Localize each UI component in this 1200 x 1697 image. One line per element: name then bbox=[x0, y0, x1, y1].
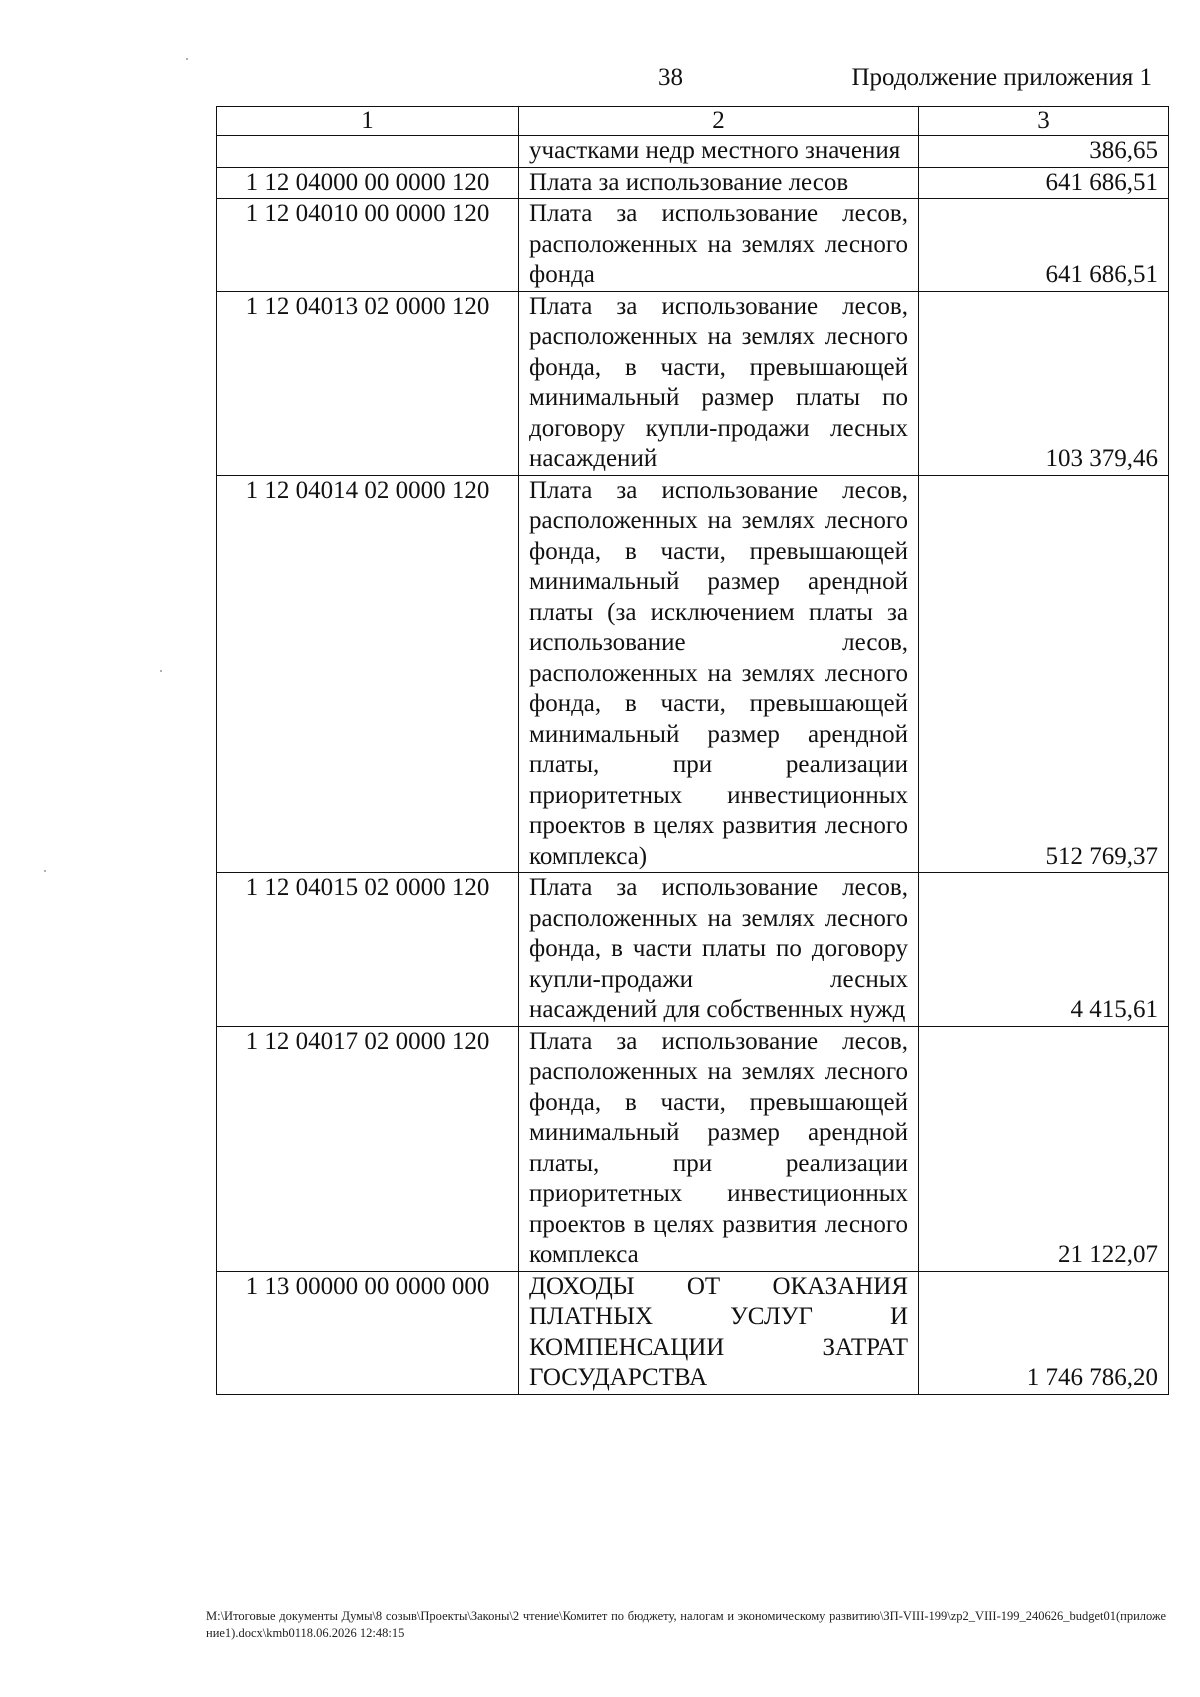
row-amount: 4 415,61 bbox=[919, 873, 1169, 1027]
row-description-text: Плата за использование лесов, расположенных на землях лесного фонда, в части платы по договору купли-продажи лесных насаждений для собственных нужд bbox=[529, 874, 908, 1023]
column-header-amount: 3 bbox=[919, 107, 1169, 136]
row-description-text: Плата за использование лесов, расположенных на землях лесного фонда, в части, превышающей минимальный размер арендной платы, при реализации приоритетных инвестиционных проектов в целях развития лесного комплекса bbox=[529, 1027, 908, 1268]
row-amount: 386,65 bbox=[919, 136, 1169, 168]
table-row bbox=[217, 873, 1169, 1027]
revenue-table-container bbox=[216, 106, 1168, 1395]
row-amount: 103 379,46 bbox=[919, 291, 1169, 475]
row-description-text: Плата за использование лесов bbox=[529, 168, 849, 196]
row-description bbox=[519, 1271, 919, 1394]
table-header-row bbox=[217, 107, 1169, 136]
row-code: 1 12 04017 02 0000 120 bbox=[217, 1026, 519, 1271]
row-description-text: Плата за использование лесов, расположенных на землях лесного фонда bbox=[529, 200, 908, 288]
row-description bbox=[519, 136, 919, 168]
row-description-text: Плата за использование лесов, расположенных на землях лесного фонда, в части, превышающей минимальный размер платы по договору купли-продажи лесных насаждений bbox=[529, 292, 908, 472]
footer-file-path: M:\Итоговые документы Думы\8 созыв\Проекты\Законы\2 чтение\Комитет по бюджету, налогам и экономическому развитию\ЗП-VIII-199\zp2_VIII-199_240626_budget01(приложение1).docx\kmb0118.06.2026 12:48:15 bbox=[206, 1609, 1166, 1640]
row-amount: 512 769,37 bbox=[919, 475, 1169, 873]
row-description bbox=[519, 1026, 919, 1271]
row-description bbox=[519, 873, 919, 1027]
revenue-table bbox=[216, 106, 1169, 1395]
row-code: 1 12 04015 02 0000 120 bbox=[217, 873, 519, 1027]
row-code: 1 12 04013 02 0000 120 bbox=[217, 291, 519, 475]
table-row bbox=[217, 475, 1169, 873]
table-row bbox=[217, 1026, 1169, 1271]
row-description bbox=[519, 199, 919, 292]
row-code bbox=[217, 136, 519, 168]
row-code: 1 12 04014 02 0000 120 bbox=[217, 475, 519, 873]
row-description-text: Плата за использование лесов, расположенных на землях лесного фонда, в части, превышающей минимальный размер арендной платы (за исключением платы за использование лесов, расположенных на землях лесного фонда, в части, превышающей минимальный размер арендной платы, при реализации приоритетных инвестиционных проектов в целях развития лесного комплекса) bbox=[529, 476, 908, 870]
row-code: 1 12 04010 00 0000 120 bbox=[217, 199, 519, 292]
scan-speck bbox=[186, 58, 188, 60]
scan-speck bbox=[44, 870, 46, 872]
page-number: 38 bbox=[658, 64, 683, 91]
table-row bbox=[217, 291, 1169, 475]
row-description bbox=[519, 167, 919, 199]
row-code: 1 13 00000 00 0000 000 bbox=[217, 1271, 519, 1394]
row-amount: 641 686,51 bbox=[919, 167, 1169, 199]
table-row bbox=[217, 199, 1169, 292]
row-description-text: ДОХОДЫ ОТ ОКАЗАНИЯ ПЛАТНЫХ УСЛУГ И КОМПЕНСАЦИИ ЗАТРАТ ГОСУДАРСТВА bbox=[529, 1272, 908, 1391]
table-row bbox=[217, 136, 1169, 168]
row-description bbox=[519, 291, 919, 475]
row-amount: 21 122,07 bbox=[919, 1026, 1169, 1271]
column-header-code: 1 bbox=[217, 107, 519, 136]
column-header-description: 2 bbox=[519, 107, 919, 136]
table-row bbox=[217, 167, 1169, 199]
row-description-text: участками недр местного значения bbox=[529, 137, 901, 164]
row-amount: 1 746 786,20 bbox=[919, 1271, 1169, 1394]
row-code: 1 12 04000 00 0000 120 bbox=[217, 167, 519, 199]
scan-speck bbox=[160, 670, 162, 672]
continuation-label: Продолжение приложения 1 bbox=[851, 64, 1152, 91]
table-row bbox=[217, 1271, 1169, 1394]
row-amount: 641 686,51 bbox=[919, 199, 1169, 292]
row-description bbox=[519, 475, 919, 873]
